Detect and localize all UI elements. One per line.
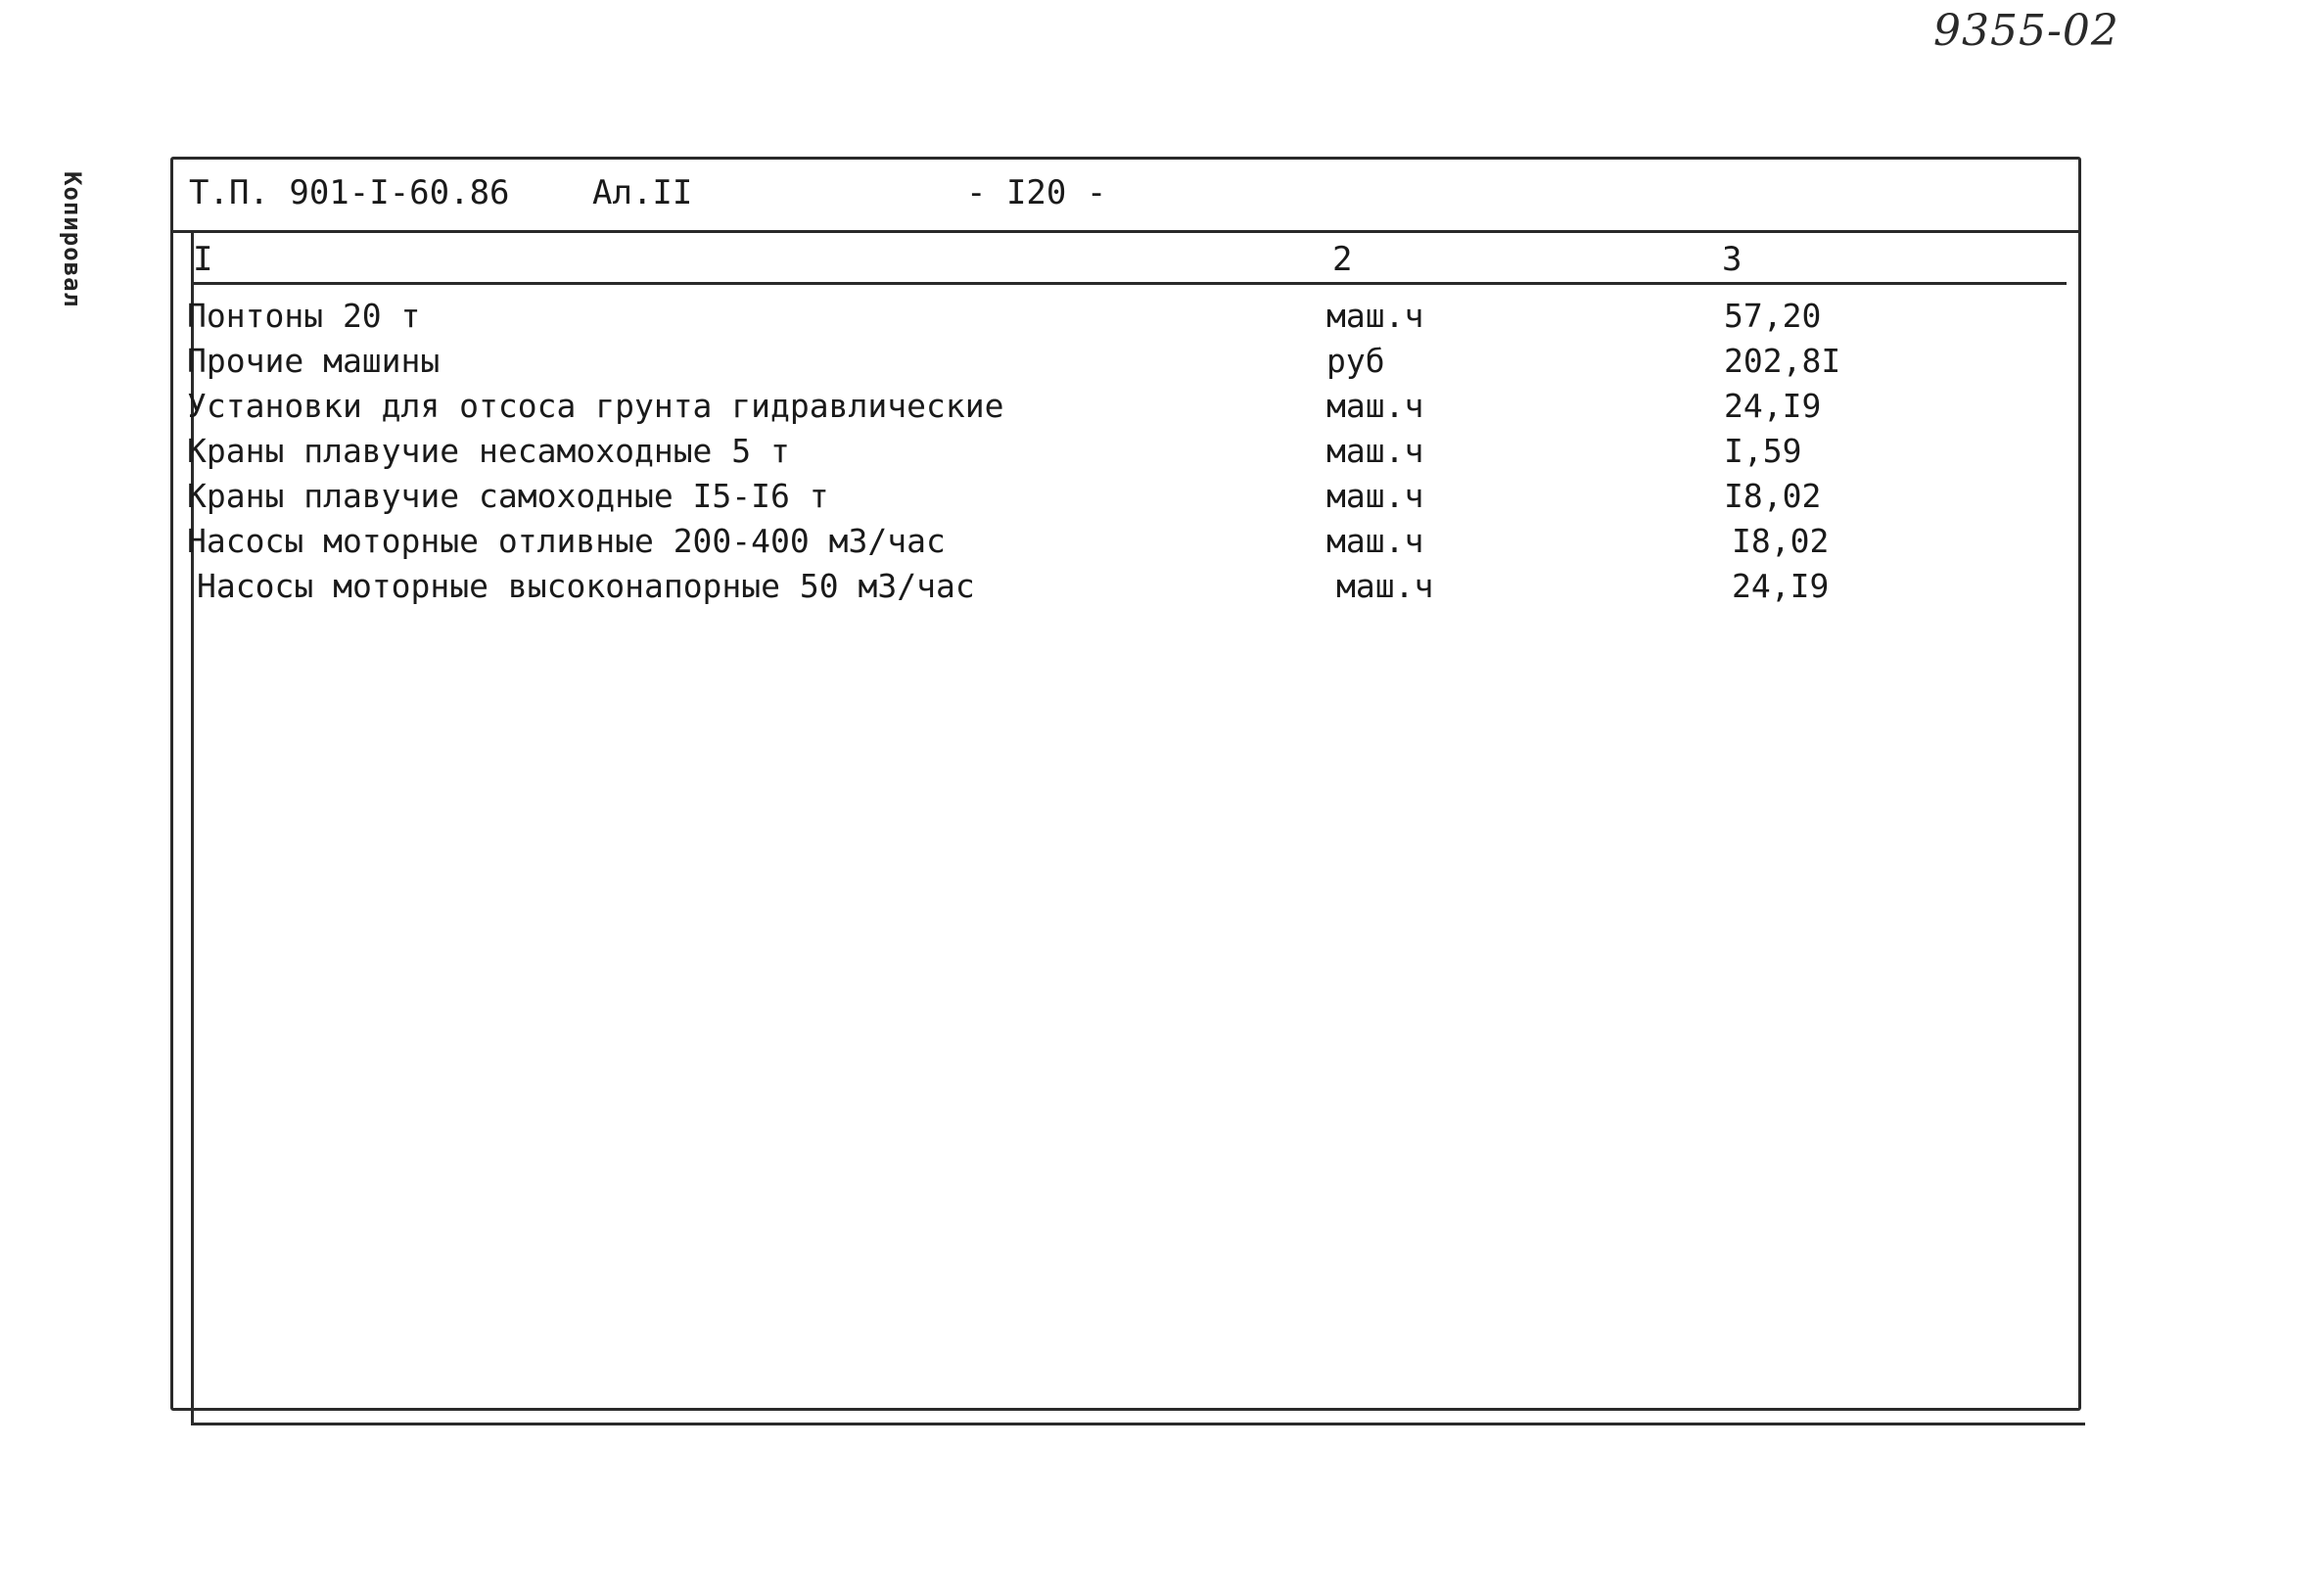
row-unit: маш.ч [1326, 387, 1424, 425]
row-unit: маш.ч [1336, 567, 1434, 605]
row-quantity: I8,02 [1732, 522, 1830, 560]
row-name: Краны плавучие несамоходные 5 т [187, 432, 790, 470]
album-label: Ал.II [592, 173, 693, 212]
table-row [187, 567, 2047, 612]
row-unit: маш.ч [1326, 522, 1424, 560]
row-unit: маш.ч [1326, 297, 1424, 335]
row-name: Прочие машины [187, 342, 441, 380]
column-header-divider [191, 282, 2067, 285]
row-name: Насосы моторные отливные 200-400 м3/час [187, 522, 946, 560]
row-name: Установки для отсоса грунта гидравлические [187, 387, 1004, 425]
table-row [187, 342, 2047, 387]
column-header-quantity: 3 [1722, 240, 1743, 279]
archive-number: 9355-02 [1933, 6, 2119, 56]
document-sheet [170, 157, 2081, 1411]
row-unit: маш.ч [1326, 432, 1424, 470]
side-stamp: Копировал [59, 171, 86, 308]
row-quantity: 24,I9 [1732, 567, 1830, 605]
sheet-header [189, 173, 692, 212]
page-number: - I20 - [966, 173, 1107, 212]
table-body [187, 297, 2047, 612]
table-row [187, 387, 2047, 432]
row-quantity: 202,8I [1724, 342, 1841, 380]
row-quantity: 24,I9 [1724, 387, 1822, 425]
column-header-unit: 2 [1332, 240, 1353, 279]
row-quantity: 57,20 [1724, 297, 1822, 335]
row-name: Насосы моторные высоконапорные 50 м3/час [197, 567, 975, 605]
column-header-name: I [193, 240, 213, 279]
row-name: Краны плавучие самоходные I5-I6 т [187, 477, 829, 515]
table-row [187, 522, 2047, 567]
row-unit: руб [1326, 342, 1385, 380]
row-quantity: I8,02 [1724, 477, 1822, 515]
table-row [187, 432, 2047, 477]
table-row [187, 297, 2047, 342]
row-name: Понтоны 20 т [187, 297, 421, 335]
row-unit: маш.ч [1326, 477, 1424, 515]
row-quantity: I,59 [1724, 432, 1802, 470]
table-row [187, 477, 2047, 522]
document-code: Т.П. 901-I-60.86 [189, 173, 510, 212]
